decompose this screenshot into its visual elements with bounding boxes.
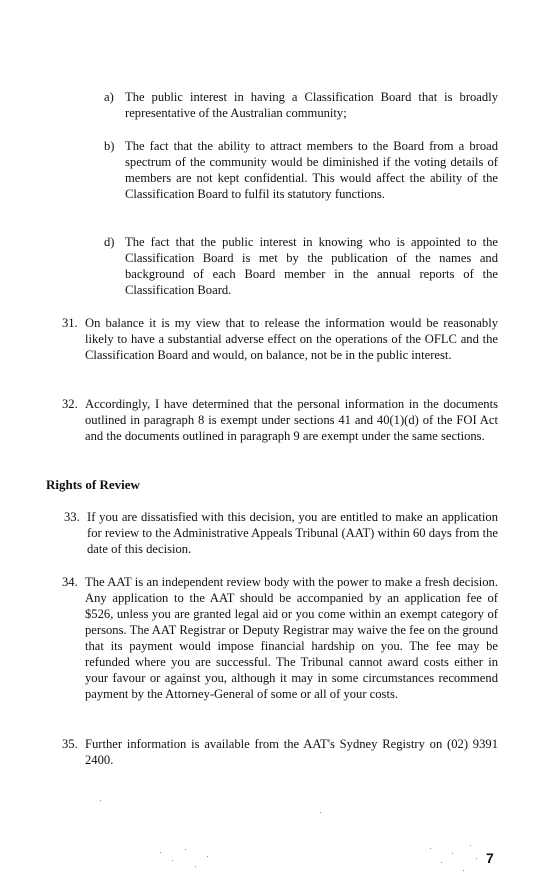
paragraph-number-32: 32. — [62, 397, 78, 411]
sub-item-label-b: b) — [104, 139, 115, 153]
paragraph-32: Accordingly, I have determined that the personal information in the documents outlined in paragraph 8 is exempt under sections 41 and 40(1)(d) of the FOI Act and the documents outlined in paragraph 9 are exempt under the same sections. — [85, 397, 498, 443]
paragraph-34: The AAT is an independent review body with the power to make a fresh decision. Any application to the AAT should be accompanied by an application fee of $526, unless you are granted legal aid or you come within an exempt category of persons. The AAT Registrar or Deputy Registrar may waive the fee on the ground that its payment would impose financial hardship on you. The fee may be refunded where you are successful. The Tribunal cannot award costs either in your favour or against you, although it may in some circumstances recommend payment by the Attorney-General of some or all of your costs. — [85, 575, 498, 701]
paragraph-number-31: 31. — [62, 316, 78, 330]
sub-item-text-b: The fact that the ability to attract members to the Board from a broad spectrum of the community would be diminished if the voting details of members are not kept confidential. This would affect the ability of the Classification Board to fulfil its statutory functions. — [125, 139, 498, 201]
sub-item-text-a: The public interest in having a Classification Board that is broadly representative of the Australian community; — [125, 90, 498, 120]
sub-item-label-a: a) — [104, 90, 114, 104]
sub-item-label-d: d) — [104, 235, 115, 249]
paragraph-31: On balance it is my view that to release the information would be reasonably likely to have a substantial adverse effect on the operations of the OFLC and the Classification Board and would, on balance, not be in the public interest. — [85, 316, 498, 362]
paragraph-35: Further information is available from the AAT's Sydney Registry on (02) 9391 2400. — [85, 737, 498, 767]
section-heading: Rights of Review — [46, 477, 140, 492]
page-number: 7 — [486, 850, 494, 866]
paragraph-number-33: 33. — [64, 510, 80, 524]
paragraph-number-34: 34. — [62, 575, 78, 589]
paragraph-number-35: 35. — [62, 737, 78, 751]
sub-item-text-d: The fact that the public interest in knowing who is appointed to the Classification Board is met by the publication of the names and background of each Board member in the annual reports of the Classification Board. — [125, 235, 498, 297]
paragraph-33: If you are dissatisfied with this decision, you are entitled to make an application for review to the Administrative Appeals Tribunal (AAT) within 60 days from the date of this decision. — [87, 510, 498, 556]
